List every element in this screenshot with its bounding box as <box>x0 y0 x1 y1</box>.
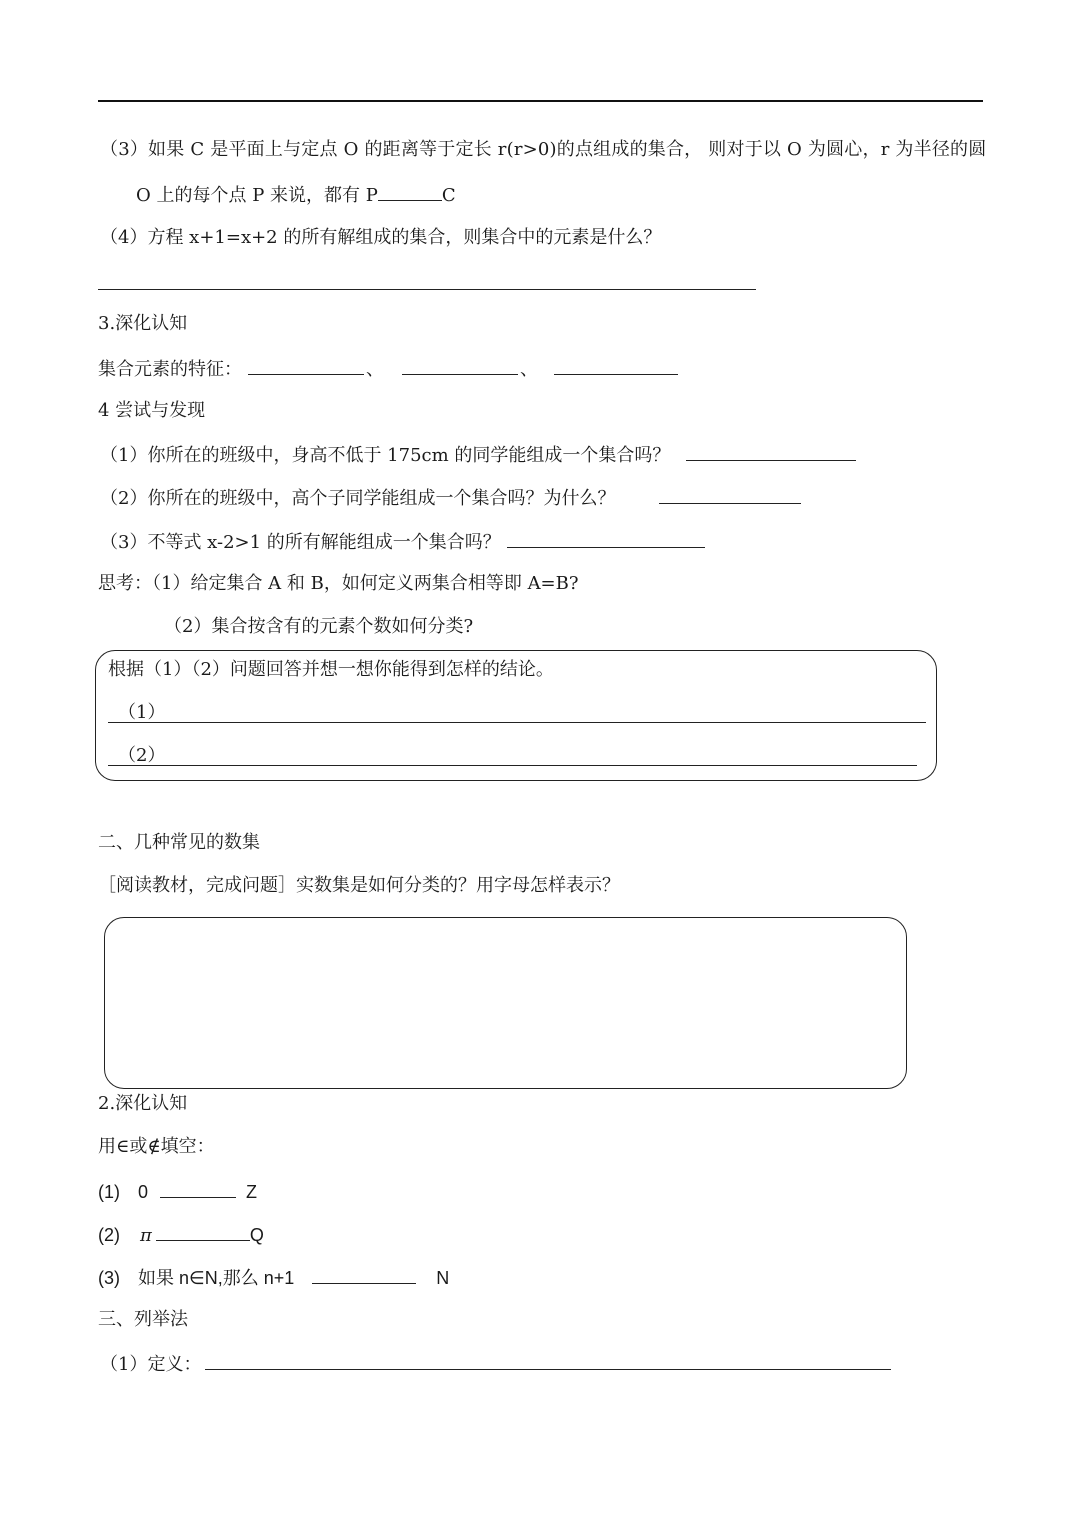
question-3-line-2-text: O 上的每个点 P 来说，都有 P <box>136 185 378 206</box>
conclusion-label-1: （1） <box>118 702 166 723</box>
exercise-2 <box>98 1222 264 1248</box>
try-2-blank[interactable] <box>659 485 801 504</box>
try-1-blank[interactable] <box>686 442 856 461</box>
exercise-3-right: N <box>436 1268 450 1288</box>
section-3-heading: 3.深化认知 <box>98 313 188 334</box>
exercise-3-left: 如果 n∈N,那么 n+1 <box>138 1268 295 1288</box>
definition-row <box>100 1351 891 1377</box>
separator-2: 、 <box>520 359 538 380</box>
question-3-line-1: （3）如果 C 是平面上与定点 O 的距离等于定长 r(r>0)的点组成的集合， 则对于以 O 为圆心，r 为半径的圆 <box>100 139 987 160</box>
try-3-blank[interactable] <box>507 529 705 548</box>
definition-blank[interactable] <box>205 1351 891 1370</box>
conclusion-line-1[interactable] <box>108 722 926 723</box>
definition-label: （1）定义： <box>100 1354 202 1375</box>
exercise-2-blank[interactable] <box>156 1222 250 1241</box>
exercise-2-number: (2) <box>98 1225 120 1245</box>
question-3-line-2 <box>136 182 456 208</box>
exercise-2-right: Q <box>249 1225 264 1245</box>
part-2-heading: 二、几种常见的数集 <box>98 832 260 853</box>
think-question-2: （2）集合按含有的元素个数如何分类? <box>164 616 474 637</box>
fill-instruction: 用∈或∉填空： <box>98 1136 215 1157</box>
section-4-heading: 4 尝试与发现 <box>98 400 206 421</box>
feature-blank-2[interactable] <box>402 356 518 375</box>
question-3-blank[interactable] <box>378 182 442 201</box>
element-features-label: 集合元素的特征： <box>98 359 242 380</box>
separator-1: 、 <box>366 359 384 380</box>
try-question-1 <box>100 442 856 468</box>
conclusion-prompt: 根据（1）（2）问题回答并想一想你能得到怎样的结论。 <box>108 659 554 680</box>
think-question-1: 思考：（1）给定集合 A 和 B，如何定义两集合相等即 A=B? <box>98 573 579 594</box>
try-question-3-text: （3）不等式 x-2>1 的所有解能组成一个集合吗？ <box>100 532 501 553</box>
conclusion-line-2[interactable] <box>108 765 917 766</box>
try-question-1-text: （1）你所在的班级中，身高不低于 175cm 的同学能组成一个集合吗？ <box>100 445 671 466</box>
exercise-3-number: (3) <box>98 1268 120 1288</box>
feature-blank-1[interactable] <box>248 356 364 375</box>
conclusion-label-2: （2） <box>118 745 166 766</box>
try-question-2 <box>100 485 801 511</box>
exercise-2-left: π <box>140 1225 152 1246</box>
try-question-3 <box>100 529 705 555</box>
question-3-set-c: C <box>441 185 456 206</box>
exercise-3 <box>98 1265 449 1290</box>
part-3-heading: 三、列举法 <box>98 1309 188 1330</box>
part-2-reading-task: ［阅读教材，完成问题］实数集是如何分类的？用字母怎样表示？ <box>98 875 620 896</box>
answer-box[interactable] <box>104 917 907 1089</box>
feature-blank-3[interactable] <box>554 356 678 375</box>
section-2-heading: 2.深化认知 <box>98 1093 188 1114</box>
question-4-answer-line[interactable] <box>98 289 756 290</box>
exercise-1-blank[interactable] <box>160 1179 236 1198</box>
exercise-1-right: Z <box>246 1182 258 1202</box>
try-question-2-text: （2）你所在的班级中，高个子同学能组成一个集合吗？为什么？ <box>100 488 616 509</box>
exercise-1-left: 0 <box>138 1182 149 1202</box>
exercise-1-number: (1) <box>98 1182 120 1202</box>
question-4: （4）方程 x+1=x+2 的所有解组成的集合，则集合中的元素是什么？ <box>100 227 662 248</box>
exercise-3-blank[interactable] <box>312 1265 416 1284</box>
exercise-1 <box>98 1179 257 1204</box>
element-features <box>98 356 678 382</box>
header-rule <box>98 100 983 102</box>
